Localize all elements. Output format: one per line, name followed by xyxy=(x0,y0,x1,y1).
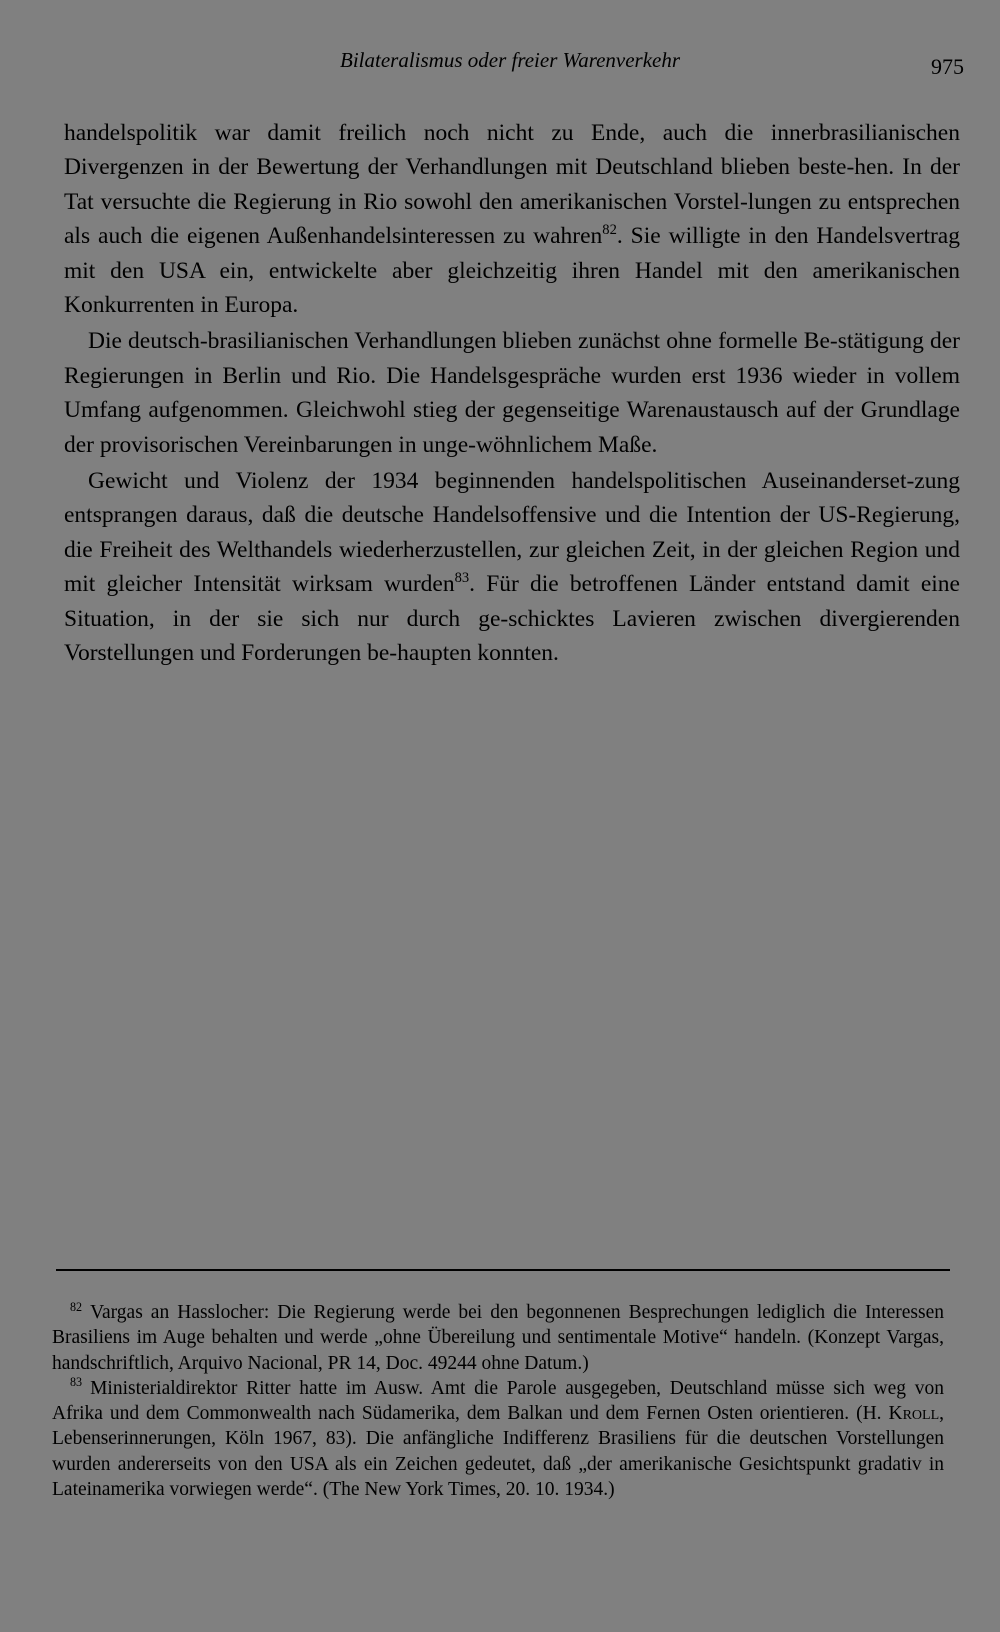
footnote-text: , Lebenserinnerungen, Köln 1967, 83). Die anfängliche Indifferenz Brasiliens für die deutschen Vorstellungen wurden andererseits von den USA als ein Zeichen gedeutet, daß „der amerikanische Gesichtspunkt gradativ in Lateinamerika vorwiegen werde“. (The New York Times, 20. 10. 1934.) xyxy=(52,1403,944,1501)
running-head xyxy=(0,48,1000,82)
paragraph-3-tail: . Für die betroffenen Länder entstand damit eine Situation, in der sie sich nur durch ge-schicktes Lavieren zwischen divergierenden Vorstellungen und Forderungen be-haupten konnten. xyxy=(64,571,960,667)
footnote-author: Kroll xyxy=(888,1403,940,1425)
footnote-ref-82: 82 xyxy=(602,222,617,239)
paragraph-2: Die deutsch-brasilianischen Verhandlungen blieben zunächst ohne formelle Be-stätigung der Regierungen in Berlin und Rio. Die Handelsgespräche wurden erst 1936 wieder in vollem Umfang aufgenommen. Gleichwohl stieg der gegenseitige Warenaustausch auf der Grundlage der provisorischen Vereinbarungen in unge-wöhnlichem Maße. xyxy=(64,328,960,458)
footnote-83 xyxy=(52,1376,944,1502)
paragraph-3-text: Gewicht und Violenz der 1934 beginnenden handelspolitischen Auseinanderset-zung entsprangen daraus, daß die deutsche Handelsoffensive und die Intention der US-Regierung, die Freiheit des Welthandels wiederherzustellen, zur gleichen Zeit, in der gleichen Region und mit gleicher Intensität wirksam wurden xyxy=(64,468,960,598)
paragraph-1-text: handelspolitik war damit freilich noch nicht zu Ende, auch die innerbrasilianischen Divergenzen in der Bewertung der Verhandlungen mit Deutschland blieben beste-hen. In der Tat versuchte die Regierung in Rio sowohl den amerikanischen Vorstel-lungen zu entsprechen als auch die eigenen Außenhandelsinteressen zu wahren xyxy=(64,120,960,250)
footnote-82 xyxy=(52,1300,944,1376)
page-number: 975 xyxy=(931,54,964,79)
paragraph-1 xyxy=(64,116,960,322)
footnote-ref-83: 83 xyxy=(454,570,470,587)
footnote-marker: 83 xyxy=(70,1375,83,1390)
paragraph-1-tail: . Sie willigte in den Handelsvertrag mit den USA ein, entwickelte aber gleichzeitig ihren Handel mit den amerikanischen Konkurrenten in Europa. xyxy=(64,223,960,319)
body-text xyxy=(64,116,960,671)
footnotes xyxy=(52,1300,944,1502)
footnote-text: Ministerialdirektor Ritter hatte im Ausw. Amt die Parole ausgegeben, Deutschland müsse sich weg von Afrika und dem Commonwealth nach Südamerika, dem Balkan und dem Fernen Osten orientieren. (H. xyxy=(52,1377,944,1425)
footnote-text: Vargas an Hasslocher: Die Regierung werde bei den begonnenen Besprechungen lediglich die Interessen Brasiliens im Auge behalten und werde „ohne Übereilung und sentimentale Motive“ handeln. (Konzept Vargas, handschriftlich, Arquivo Nacional, PR 14, Doc. 49244 ohne Datum.) xyxy=(52,1302,944,1374)
running-title: Bilateralismus oder freier Warenverkehr xyxy=(340,48,681,72)
paragraph-3 xyxy=(64,464,960,670)
footnote-marker: 82 xyxy=(70,1299,83,1314)
footnote-divider xyxy=(56,1269,950,1271)
